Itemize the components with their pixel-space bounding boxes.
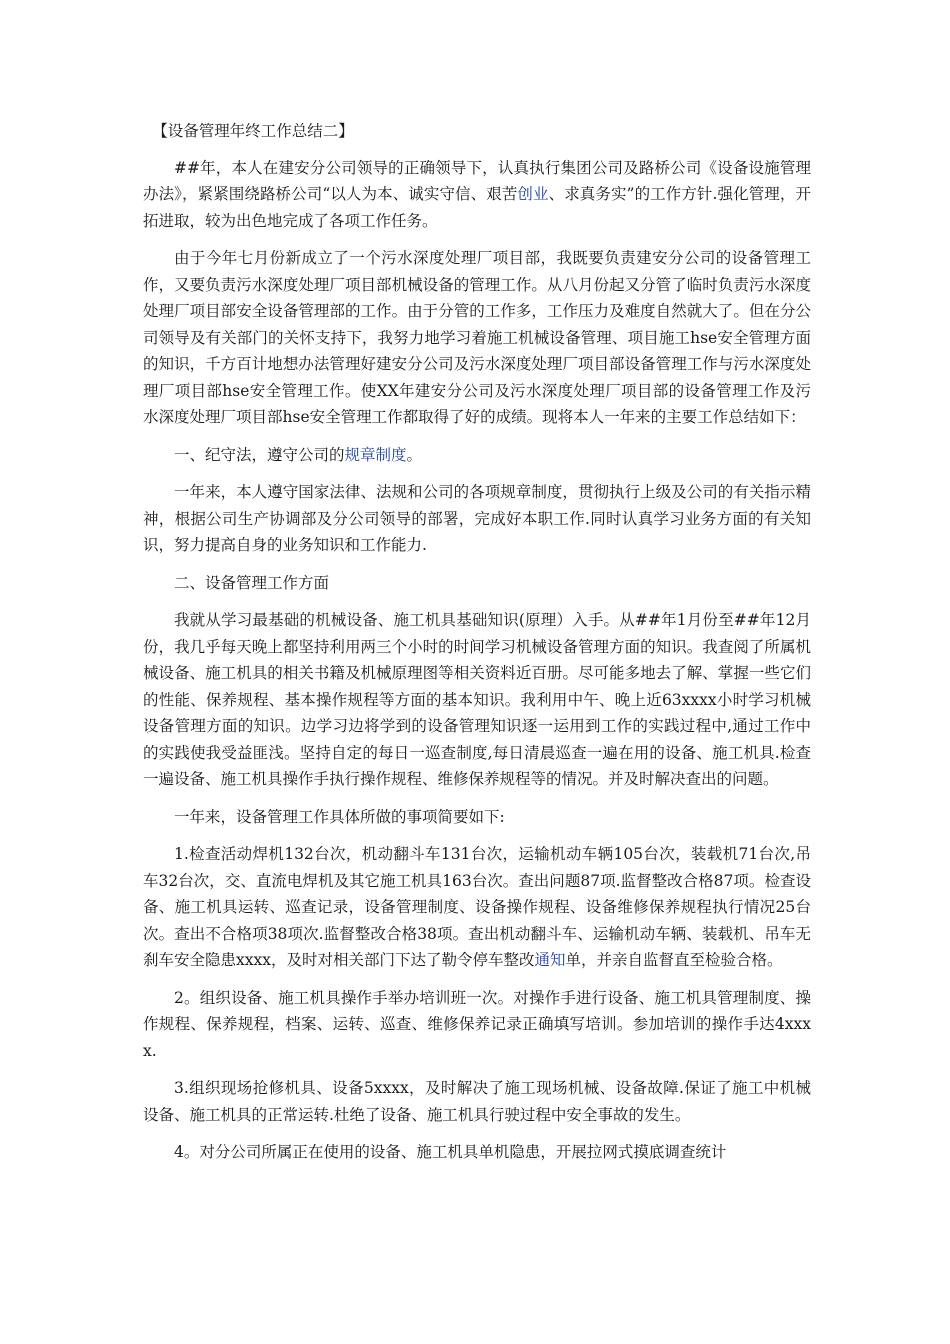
list-item-1 (143, 841, 811, 974)
list-item-2: 2。组织设备、施工机具操作手举办培训班一次。对操作手进行设备、施工机具管理制度、操作规程、保养规程，档案、运转、巡查、维修保养记录正确填写培训。参加培训的操作手达4xxxx. (143, 988, 811, 1060)
list-item-1-text-b: 单，并亲自监督直至检验合格。 (565, 951, 783, 969)
section-heading-1 (143, 442, 811, 469)
intro-paragraph (143, 155, 811, 235)
document-title: 【设备管理年终工作总结二】 (152, 122, 354, 140)
study-paragraph: 我就从学习最基础的机械设备、施工机具基础知识(原理）入手。从##年1月份至##年12月份，我几乎每天晚上都坚持利用两三个小时的时间学习机械设备管理方面的知识。我查阅了所属机械设备、施工机具的相关书籍及机械原理图等相关资料近百册。尽可能多地去了解、掌握一些它们的性能、保养规程、基本操作规程等方面的基本知识。我利用中午、晚上近63xxxx小时学习机械设备管理方面的知识。边学习边将学到的设备管理知识逐一运用到工作的实践过程中,通过工作中的实践使我受益匪浅。坚持自定的每日一巡查制度,每日清晨巡查一遍在用的设备、施工机具.检查一遍设备、施工机具操作手执行操作规程、维修保养规程等的情况。并及时解决查出的问题。 (143, 611, 811, 788)
link-chuangye[interactable]: 创业 (517, 185, 549, 203)
compliance-paragraph: 一年来，本人遵守国家法律、法规和公司的各项规章制度，贯彻执行上级及公司的有关指示精神，根据公司生产协调部及分公司领导的部署，完成好本职工作.同时认真学习业务方面的有关知识，努力提高自身的业务知识和工作能力. (143, 483, 811, 554)
link-tongzhi[interactable]: 通知 (534, 951, 566, 969)
list-item-1-text-a: 1.检查活动焊机132台次，机动翻斗车131台次，运输机动车辆105台次，装载机71台次,吊车32台次，交、直流电焊机及其它施工机具163台次。查出问题87项.监督整改合格87项。检查设备、施工机具运转、巡查记录，设备管理制度、设备操作规程、设备维修保养规程执行情况25台次。查出不合格项38项次.监督整改合格38项。查出机动翻斗车、运输机动车辆、装载机、吊车无刹车安全隐患xxxx，及时对相关部门下达了勒令停车整改 (143, 845, 811, 969)
intro-text-a: ##年，本人在建安分公司领导的正确领导下，认真执行集团公司及路桥公司《设备设施管理办法》，紧紧围绕路桥公司“以人为本、诚实守信、艰苦 (143, 158, 811, 203)
list-item-4: 4。对分公司所属正在使用的设备、施工机具单机隐患，开展拉网式摸底调查统计 (174, 1143, 727, 1161)
summary-intro-paragraph: 一年来，设备管理工作具体所做的事项简要如下: (174, 807, 505, 826)
section-heading-2: 二、设备管理工作方面 (174, 573, 330, 592)
intro-text-b: 、求真务实”的工作方针.强化管理，开拓进取，较为出色地完成了各项工作任务。 (143, 185, 811, 230)
heading-1-text-b: 。 (406, 445, 423, 464)
document-body (143, 118, 811, 1177)
heading-1-text-a: 一、纪守法，遵守公司的 (174, 445, 345, 464)
background-paragraph: 由于今年七月份新成立了一个污水深度处理厂项目部，我既要负责建安分公司的设备管理工作，又要负责污水深度处理厂项目部机械设备的管理工作。从八月份起又分管了临时负责污水深度处理厂项目部安全设备管理部的工作。由于分管的工作多，工作压力及难度自然就大了。但在分公司领导及有关部门的关怀支持下，我努力地学习着施工机械设备管理、项目施工hse安全管理方面的知识，千方百计地想办法管理好建安分公司及污水深度处理厂项目部设备管理工作与污水深度处理厂项目部hse安全管理工作。使XX年建安分公司及污水深度处理厂项目部的设备管理工作及污水深度处理厂项目部hse安全管理工作都取得了好的成绩。现将本人一年来的主要工作总结如下： (143, 249, 811, 426)
list-item-3: 3.组织现场抢修机具、设备5xxxx，及时解决了施工现场机械、设备故障.保证了施工中机械设备、施工机具的正常运转.杜绝了设备、施工机具行驶过程中安全事故的发生。 (143, 1079, 811, 1124)
link-guizhangzhidu[interactable]: 规章制度 (344, 445, 407, 464)
